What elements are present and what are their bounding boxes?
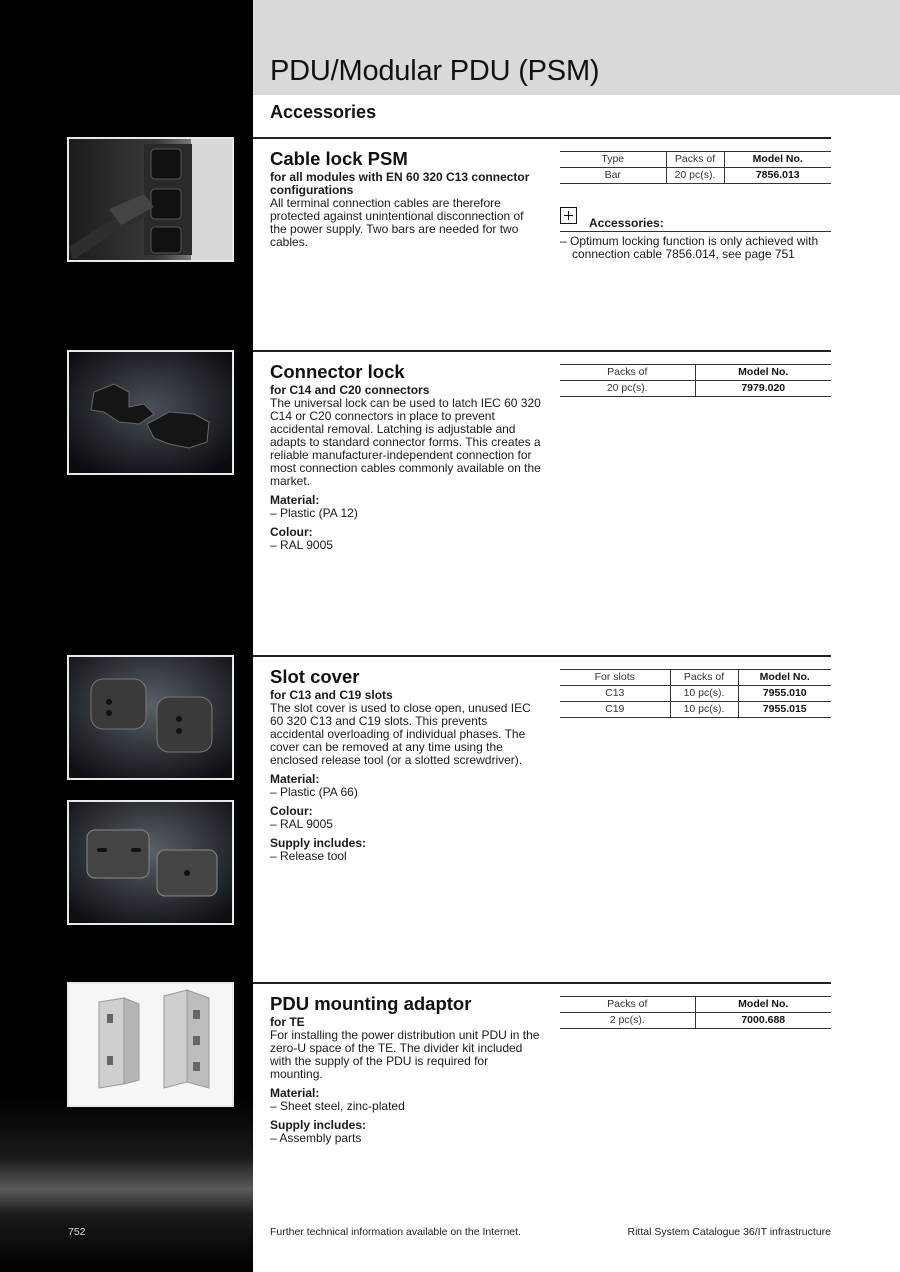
supply-value: – Assembly parts — [270, 1131, 362, 1145]
table-header-cell: For slots — [560, 670, 670, 686]
table-cell-model: 7955.010 — [738, 686, 831, 702]
table-cell: C13 — [560, 686, 670, 702]
supply-label: Supply includes: — [270, 836, 367, 850]
material-label: Material: — [270, 493, 320, 507]
product-subtitle: for all modules with EN 60 320 C13 connector configurations — [270, 170, 530, 197]
slot-cover-photo-1 — [67, 655, 234, 780]
table-row — [560, 168, 831, 184]
accessories-note: – Optimum locking function is only achieved with connection cable 7856.014, see page 751 — [560, 234, 819, 261]
supply-label: Supply includes: — [270, 1118, 367, 1132]
product-description: The slot cover is used to close open, unused IEC 60 320 C13 and C19 slots. This prevents accidental overloading of individual phases. The cover can be removed at any time using the enclosed release tool (or a slotted screwdriver). — [270, 701, 531, 767]
table-header-row — [560, 152, 831, 168]
table-cell: C19 — [560, 702, 670, 718]
table-header-cell: Packs of — [670, 670, 738, 686]
table-cell: 10 pc(s). — [670, 686, 738, 702]
table-header-cell: Packs of — [560, 997, 695, 1013]
material-label: Material: — [270, 772, 320, 786]
table-header-cell: Packs of — [560, 365, 695, 381]
product-subtitle: for C13 and C19 slots — [270, 688, 393, 702]
connector-lock-photo — [67, 350, 234, 475]
section-title: Accessories — [270, 102, 377, 122]
product-slot-cover — [270, 666, 542, 863]
material-value: – Sheet steel, zinc-plated — [270, 1099, 405, 1113]
footer-catalogue: Rittal System Catalogue 36/IT infrastructure — [627, 1226, 831, 1238]
spec-table-slot-cover — [560, 669, 831, 718]
table-header-cell: Model No. — [724, 152, 831, 168]
product-name: Connector lock — [270, 361, 405, 382]
footer-info: Further technical information available on the Internet. — [270, 1226, 521, 1238]
colour-value: – RAL 9005 — [270, 538, 333, 552]
material-value: – Plastic (PA 66) — [270, 785, 358, 799]
product-name: Cable lock PSM — [270, 148, 408, 169]
plus-icon — [560, 207, 577, 224]
material-label: Material: — [270, 1086, 320, 1100]
table-cell-model: 7856.013 — [724, 168, 831, 184]
product-name: PDU mounting adaptor — [270, 993, 472, 1014]
accessories-title: Accessories: — [589, 216, 664, 230]
table-cell: 2 pc(s). — [560, 1013, 695, 1029]
section-divider — [253, 350, 831, 352]
colour-value: – RAL 9005 — [270, 817, 333, 831]
mounting-adaptor-photo — [67, 982, 234, 1107]
table-header-cell: Type — [560, 152, 666, 168]
spec-table-connector-lock — [560, 364, 831, 397]
product-description: The universal lock can be used to latch IEC 60 320 C14 or C20 connectors in place to prevent accidental removal. Latching is adjustable and adapts to standard connector forms. This creates a reliable manufacturer-independent connection for most connection cables commonly available on the market. — [270, 396, 541, 488]
table-cell: 20 pc(s). — [560, 381, 695, 397]
table-cell-model: 7979.020 — [695, 381, 831, 397]
table-header-cell: Packs of — [666, 152, 724, 168]
material-value: – Plastic (PA 12) — [270, 506, 358, 520]
section-divider — [253, 137, 831, 139]
supply-value: – Release tool — [270, 849, 347, 863]
table-cell: 20 pc(s). — [666, 168, 724, 184]
accessories-divider — [560, 231, 831, 232]
product-subtitle: for C14 and C20 connectors — [270, 383, 430, 397]
table-cell-model: 7955.015 — [738, 702, 831, 718]
table-cell-model: 7000.688 — [695, 1013, 831, 1029]
spec-table-mounting-adaptor — [560, 996, 831, 1029]
colour-label: Colour: — [270, 525, 313, 539]
table-header-row — [560, 670, 831, 686]
colour-label: Colour: — [270, 804, 313, 818]
page-number: 752 — [68, 1226, 86, 1238]
spec-table-cable-lock — [560, 151, 831, 184]
table-cell: Bar — [560, 168, 666, 184]
table-row — [560, 686, 831, 702]
product-cable-lock — [270, 148, 542, 249]
table-header-row — [560, 365, 831, 381]
product-description: All terminal connection cables are therefore protected against unintentional disconnection of the power supply. Two bars are needed for two cables. — [270, 196, 524, 249]
table-header-row — [560, 997, 831, 1013]
table-header-cell: Model No. — [738, 670, 831, 686]
cable-lock-photo — [67, 137, 234, 262]
product-name: Slot cover — [270, 666, 360, 687]
product-description: For installing the power distribution unit PDU in the zero-U space of the TE. The divider kit included with the supply of the PDU is required for mounting. — [270, 1028, 540, 1081]
page-title: PDU/Modular PDU (PSM) — [270, 55, 600, 87]
table-row — [560, 702, 831, 718]
section-divider — [253, 655, 831, 657]
table-header-cell: Model No. — [695, 365, 831, 381]
product-connector-lock — [270, 361, 542, 552]
table-row — [560, 1013, 831, 1029]
slot-cover-photo-2 — [67, 800, 234, 925]
product-mounting-adaptor — [270, 993, 542, 1145]
table-header-cell: Model No. — [695, 997, 831, 1013]
table-cell: 10 pc(s). — [670, 702, 738, 718]
product-subtitle: for TE — [270, 1015, 305, 1029]
table-row — [560, 381, 831, 397]
section-divider — [253, 982, 831, 984]
